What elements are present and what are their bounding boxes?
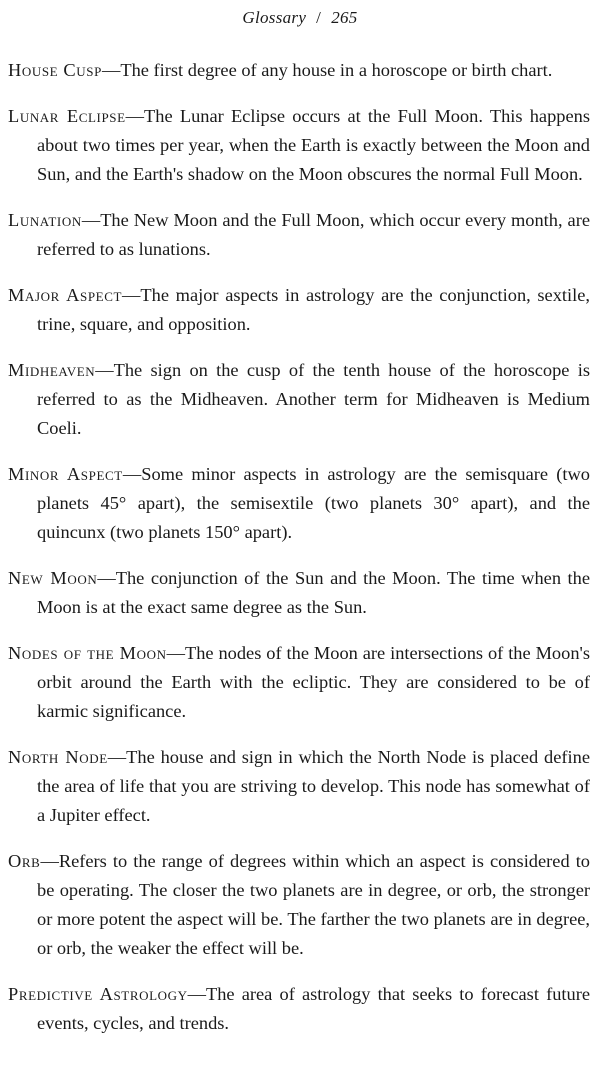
em-dash: — [187, 984, 206, 1004]
glossary-term: Midheaven [8, 360, 96, 380]
glossary-entry [8, 56, 590, 85]
page-number: 265 [331, 8, 358, 27]
glossary-term: Major Aspect [8, 285, 123, 305]
em-dash: — [107, 747, 127, 767]
running-head [0, 8, 600, 28]
em-dash: — [101, 60, 121, 80]
section-title: Glossary [242, 8, 307, 27]
glossary-entry [8, 460, 590, 547]
glossary-entry [8, 102, 590, 189]
glossary-term: Predictive Astrology [8, 984, 188, 1004]
header-separator: / [316, 8, 322, 27]
glossary-term: Nodes of the Moon [8, 643, 167, 663]
glossary-entry [8, 980, 590, 1038]
glossary-term: Lunation [8, 210, 82, 230]
glossary-definition: The area of astrology that seeks to forecast future events, cycles, and trends. [37, 984, 591, 1033]
em-dash: — [166, 643, 185, 663]
em-dash: — [40, 851, 59, 871]
glossary-entry [8, 281, 590, 339]
glossary-entry [8, 743, 590, 830]
glossary-entry [8, 847, 590, 963]
glossary-entry [8, 206, 590, 264]
glossary-entry [8, 639, 590, 726]
em-dash: — [122, 464, 142, 484]
glossary-definition: The Lunar Eclipse occurs at the Full Moon. This happens about two times per year, when the Earth is exactly between the Moon and Sun, and the Earth's shadow on the Moon obscures the normal Full Moon. [37, 106, 591, 184]
glossary-entries [8, 56, 590, 1055]
glossary-term: New Moon [8, 568, 98, 588]
em-dash: — [122, 285, 141, 305]
glossary-definition: Refers to the range of degrees within which an aspect is considered to be operating. The closer the two planets are in degree, or orb, the stronger or more potent the aspect will be. The farther the two planets are in degree, or orb, the weaker the effect will be. [37, 851, 590, 958]
glossary-term: Orb [8, 851, 41, 871]
glossary-term: House Cusp [8, 60, 102, 80]
glossary-entry [8, 356, 590, 443]
glossary-definition: The New Moon and the Full Moon, which occur every month, are referred to as lunations. [37, 210, 590, 259]
em-dash: — [97, 568, 116, 588]
em-dash: — [95, 360, 114, 380]
glossary-definition: The sign on the cusp of the tenth house of the horoscope is referred to as the Midheaven. Another term for Midheaven is Medium Coeli. [37, 360, 590, 438]
glossary-term: Lunar Eclipse [8, 106, 126, 126]
glossary-term: Minor Aspect [8, 464, 123, 484]
glossary-definition: The conjunction of the Sun and the Moon. The time when the Moon is at the exact same degree as the Sun. [37, 568, 590, 617]
glossary-definition: The nodes of the Moon are intersections of the Moon's orbit around the Earth with the ecliptic. They are considered to be of karmic significance. [37, 643, 590, 721]
glossary-definition: Some minor aspects in astrology are the semisquare (two planets 45° apart), the semisextile (two planets 30° apart), and the quincunx (two planets 150° apart). [37, 464, 590, 542]
glossary-definition: The first degree of any house in a horoscope or birth chart. [120, 60, 553, 80]
em-dash: — [125, 106, 145, 126]
glossary-definition: The major aspects in astrology are the conjunction, sextile, trine, square, and opposition. [37, 285, 591, 334]
glossary-definition: The house and sign in which the North Node is placed define the area of life that you are striving to develop. This node has somewhat of a Jupiter effect. [37, 747, 590, 825]
glossary-entry [8, 564, 590, 622]
glossary-term: North Node [8, 747, 108, 767]
em-dash: — [81, 210, 101, 230]
